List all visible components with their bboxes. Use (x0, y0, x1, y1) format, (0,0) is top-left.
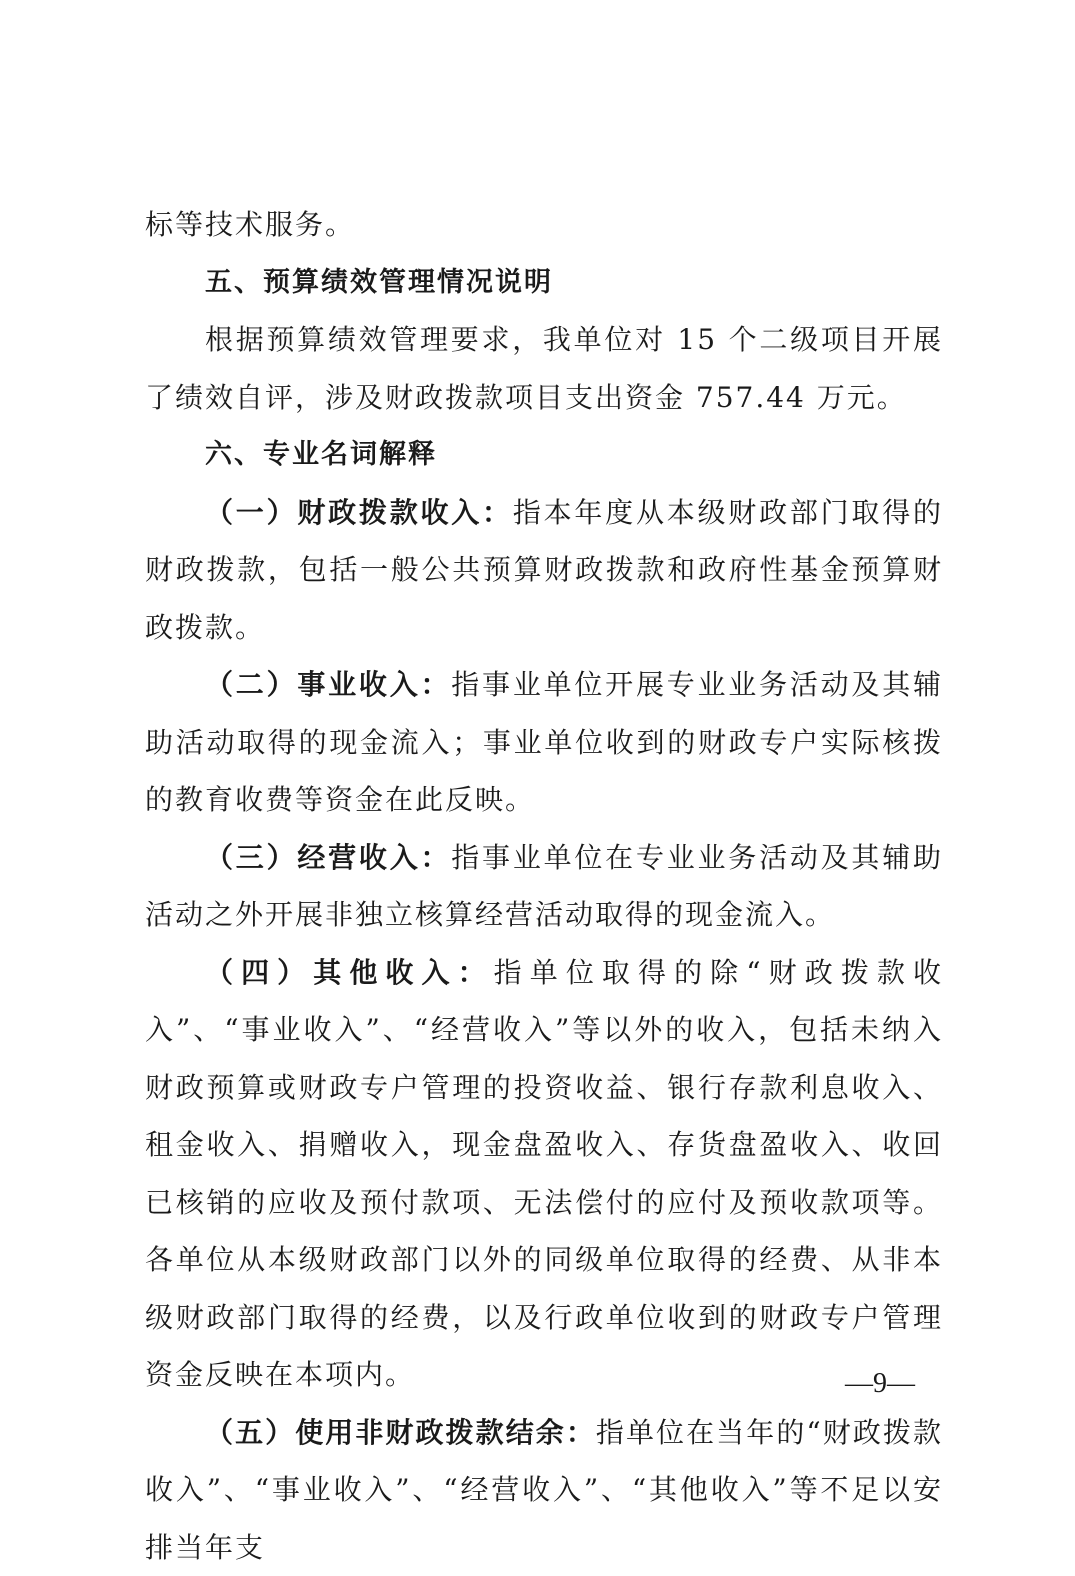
definition-item (145, 1404, 943, 1576)
section-5-heading: 五、预算绩效管理情况说明 (145, 254, 943, 312)
definition-term: （四）其他收入： (205, 956, 494, 989)
document-body (145, 196, 943, 1576)
definition-text: 指本年度从本级财政部门取得的财政拨款，包括一般公共预算财政拨款和政府性基金预算财政拨款。 (145, 496, 943, 644)
definition-item (145, 656, 943, 829)
definition-term: （五）使用非财政拨款结余： (205, 1416, 596, 1449)
definition-text: 指事业单位开展专业业务活动及其辅助活动取得的现金流入；事业单位收到的财政专户实际核拨的教育收费等资金在此反映。 (145, 668, 943, 816)
continuation-line: 标等技术服务。 (145, 196, 943, 254)
definition-term: （一）财政拨款收入： (205, 496, 513, 529)
definition-term: （三）经营收入： (205, 841, 451, 874)
definition-text: 指单位取得的除“财政拨款收入”、“事业收入”、“经营收入”等以外的收入，包括未纳入财政预算或财政专户管理的投资收益、银行存款利息收入、租金收入、捐赠收入，现金盘盈收入、存货盘盈收入、收回已核销的应收及预付款项、无法偿付的应付及预收款项等。各单位从本级财政部门以外的同级单位取得的经费、从非本级财政部门取得的经费，以及行政单位收到的财政专户管理资金反映在本项内。 (145, 956, 943, 1392)
section-5-paragraph: 根据预算绩效管理要求，我单位对 15 个二级项目开展了绩效自评，涉及财政拨款项目支出资金 757.44 万元。 (145, 311, 943, 426)
page-number: —9— (845, 1366, 915, 1402)
section-6-heading: 六、专业名词解释 (145, 426, 943, 484)
definition-text: 指单位在当年的“财政拨款收入”、“事业收入”、“经营收入”、“其他收入”等不足以安排当年支 (145, 1416, 943, 1564)
definition-item (145, 484, 943, 657)
definition-text: 指事业单位在专业业务活动及其辅助活动之外开展非独立核算经营活动取得的现金流入。 (145, 841, 943, 932)
definition-item (145, 944, 943, 1404)
definition-term: （二）事业收入： (205, 668, 451, 701)
definition-item (145, 829, 943, 944)
